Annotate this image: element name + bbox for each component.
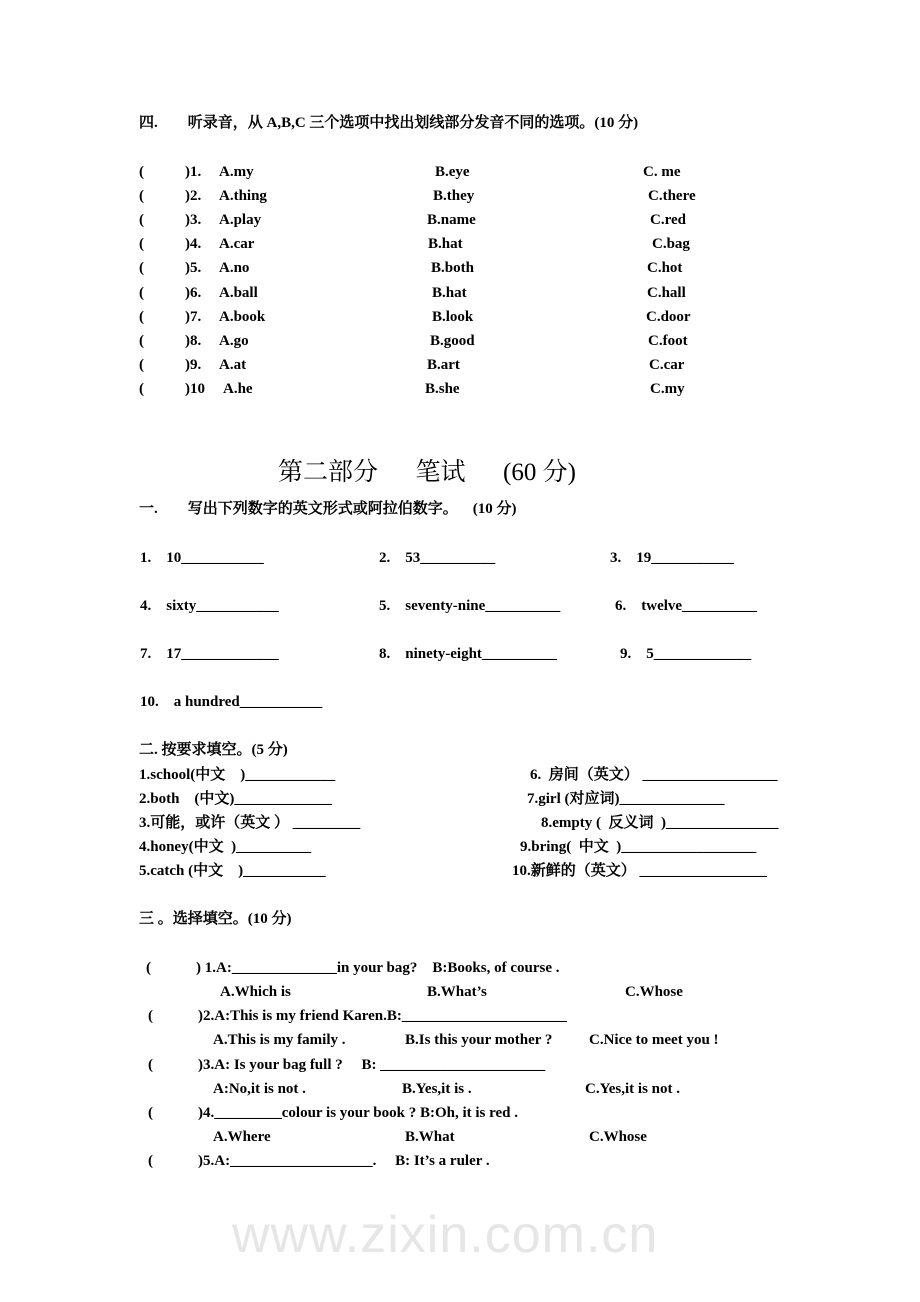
choice-question: ( )4._________colour is your book ? B:Oh, it is red . [148, 1104, 519, 1121]
answer-blank: ( [139, 332, 144, 349]
number-item: 1. 10___________ [140, 550, 264, 566]
fill-item: 8.empty ( 反义词 )_______________ [541, 815, 779, 831]
number-item: 10. a hundred___________ [140, 694, 323, 710]
option-a: A.play [219, 212, 262, 229]
option-b: B.look [432, 308, 474, 325]
answer-blank: ( [139, 236, 144, 253]
option-a: A.go [219, 332, 249, 349]
question-number: )6. [185, 284, 202, 301]
option-c: C.hot [647, 260, 683, 277]
watermark: www.zixin.com.cn [232, 1206, 659, 1264]
number-item: 9. 5_____________ [620, 646, 752, 662]
option-c: C.there [648, 188, 696, 205]
option-b: B.hat [432, 284, 467, 301]
question-number: )10 [185, 380, 205, 397]
section-4-title: 四. 听录音，从 A,B,C 三个选项中找出划线部分发音不同的选项。(10 分) [139, 115, 639, 131]
fill-item: 4.honey(中文 )__________ [139, 839, 312, 855]
number-item: 8. ninety-eight__________ [379, 646, 557, 662]
option-c: C.my [650, 380, 685, 397]
number-item: 2. 53__________ [379, 550, 496, 566]
number-item: 5. seventy-nine__________ [379, 598, 561, 614]
answer-blank: ( [139, 380, 144, 397]
question-number: )2. [185, 188, 202, 205]
choice-option: B.Yes,it is . [402, 1080, 472, 1097]
option-c: C.red [650, 212, 686, 229]
fill-item: 10.新鲜的（英文） _________________ [512, 863, 768, 879]
answer-blank: ( [139, 260, 144, 277]
option-a: A.thing [219, 188, 267, 205]
choice-option: A.Where [213, 1128, 271, 1145]
choice-question: ( )2.A:This is my friend Karen.B:______________________ [148, 1008, 567, 1025]
option-b: B.good [430, 332, 475, 349]
option-a: A.no [219, 260, 250, 277]
option-c: C.hall [647, 284, 686, 301]
option-a: A.at [219, 356, 247, 373]
fill-item: 7.girl (对应词)______________ [527, 791, 725, 807]
question-number: )8. [185, 332, 202, 349]
fill-item: 1.school(中文 )____________ [139, 767, 336, 783]
section-2-title: 二. 按要求填空。(5 分) [139, 742, 288, 758]
choice-question: ( ) 1.A:______________in your bag? B:Books, of course . [146, 960, 560, 976]
part-2-title: 第二部分 笔试 (60 分) [278, 459, 576, 486]
choice-option: B.What’s [427, 984, 487, 1000]
option-b: B.she [425, 380, 460, 397]
option-c: C.car [649, 356, 685, 373]
number-item: 6. twelve__________ [615, 598, 758, 614]
option-b: B.art [427, 356, 460, 373]
option-b: B.both [431, 260, 474, 277]
number-item: 4. sixty___________ [140, 598, 279, 614]
section-1-title: 一. 写出下列数字的英文形式或阿拉伯数字。 (10 分) [139, 501, 517, 517]
fill-item: 6. 房间（英文） __________________ [530, 767, 778, 783]
option-c: C.foot [648, 332, 688, 349]
option-b: B.eye [435, 164, 470, 180]
option-c: C.door [646, 308, 691, 325]
choice-option: C.Yes,it is not . [585, 1080, 681, 1097]
option-a: A.my [219, 164, 254, 180]
choice-option: C.Whose [589, 1128, 647, 1145]
option-c: C.bag [652, 236, 690, 253]
choice-question: ( )5.A:___________________. B: It’s a ruler . [148, 1153, 490, 1170]
choice-option: B.Is this your mother ? [405, 1032, 553, 1049]
option-a: A.car [219, 236, 255, 253]
question-number: )5. [185, 260, 202, 277]
question-number: )7. [185, 308, 202, 325]
section-3-title: 三 。选择填空。(10 分) [139, 911, 292, 927]
choice-option: A.This is my family . [213, 1032, 346, 1049]
answer-blank: ( [139, 212, 144, 229]
question-number: )1. [185, 164, 202, 180]
question-number: )4. [185, 236, 202, 253]
answer-blank: ( [139, 284, 144, 301]
fill-item: 9.bring( 中文 )__________________ [520, 839, 757, 855]
option-b: B.name [427, 212, 476, 229]
option-a: A.he [223, 380, 253, 397]
fill-item: 5.catch (中文 )___________ [139, 863, 326, 879]
option-b: B.hat [428, 236, 463, 253]
number-item: 7. 17_____________ [140, 646, 279, 662]
choice-option: A.Which is [220, 984, 291, 1000]
option-c: C. me [643, 164, 681, 180]
option-a: A.book [219, 308, 266, 325]
fill-item: 2.both (中文)_____________ [139, 791, 332, 807]
answer-blank: ( [139, 356, 144, 373]
answer-blank: ( [139, 188, 144, 205]
choice-option: A:No,it is not . [213, 1080, 306, 1097]
fill-item: 3.可能，或许（英文 ） _________ [139, 815, 361, 831]
choice-question: ( )3.A: Is your bag full ? B: ______________________ [148, 1056, 546, 1073]
answer-blank: ( [139, 308, 144, 325]
question-number: )9. [185, 356, 202, 373]
choice-option: B.What [405, 1128, 455, 1145]
number-item: 3. 19___________ [610, 550, 734, 566]
choice-option: C.Nice to meet you ! [589, 1032, 719, 1049]
option-a: A.ball [219, 284, 258, 301]
option-b: B.they [433, 188, 475, 205]
question-number: )3. [185, 212, 202, 229]
choice-option: C.Whose [625, 984, 683, 1000]
answer-blank: ( [139, 164, 144, 180]
